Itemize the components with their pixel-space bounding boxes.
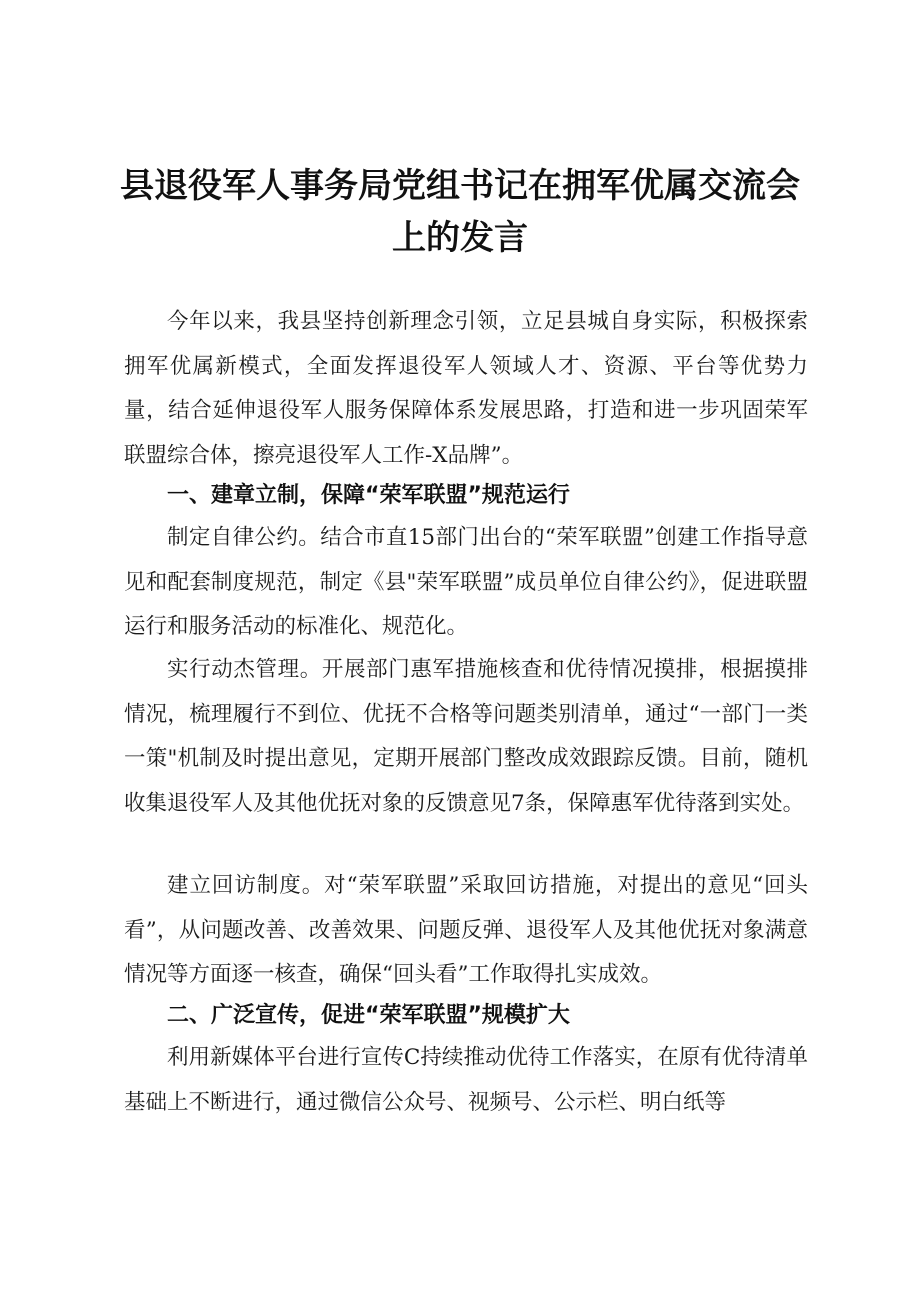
document-title-line-1: 县退役军人事务局党组书记在拥军优属交流会	[120, 166, 800, 206]
section-1-heading: 一、建章立制，保障“荣军联盟”规范运行	[167, 483, 570, 508]
section-2-paragraph-1: 利用新媒体平台进行宣传C持续推动优待工作落实，在原有优待清单基础上不断进行，通过微信公众号、视频号、公示栏、明白纸等	[124, 1045, 808, 1115]
document-title-line-2: 上的发言	[392, 218, 528, 258]
intro-paragraph: 今年以来，我县坚持创新理念引领，立足县城自身实际，积极探索拥军优属新模式，全面发挥退役军人领域人才、资源、平台等优势力量，结合延伸退役军人服务保障体系发展思路，打造和进一步巩固荣军联盟综合体，擦亮退役军人工作-X品牌”。	[124, 309, 808, 468]
section-1-paragraph-3: 建立回访制度。对“荣军联盟”采取回访措施，对提出的意见“回头看”，从问题改善、改善效果、问题反弹、退役军人及其他优抚对象满意情况等方面逐一核查，确保“回头看”工作取得扎实成效。	[124, 873, 808, 987]
section-1-paragraph-2: 实行动杰管理。开展部门惠军措施核查和优待情况摸排，根据摸排情况，梳理履行不到位、优抚不合格等问题类别清单，通过“一部门一类一策"机制及时提出意见，定期开展部门整改成效跟踪反馈。目前，随机收集退役军人及其他优抚对象的反馈意见7条，保障惠军优待落到实处。	[124, 657, 808, 816]
section-1-paragraph-1: 制定自律公约。结合市直15部门出台的“荣军联盟”创建工作指导意见和配套制度规范，制定《县"荣军联盟”成员单位自律公约》，促进联盟运行和服务活动的标准化、规范化。	[124, 525, 808, 639]
section-2-heading: 二、广泛宣传，促进“荣军联盟”规模扩大	[167, 1003, 570, 1028]
